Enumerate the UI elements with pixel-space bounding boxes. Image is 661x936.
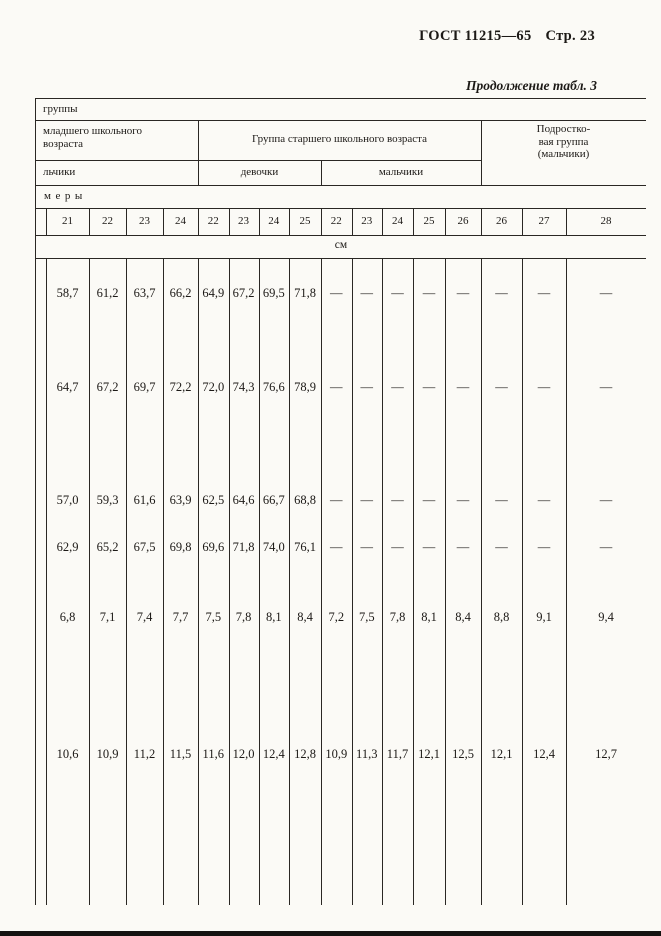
table-cell: 11,2 xyxy=(133,747,156,761)
table-cell: — xyxy=(495,286,508,300)
table-cell: 12,0 xyxy=(232,747,255,761)
table-cell: 12,1 xyxy=(490,747,513,761)
table-cell: 11,3 xyxy=(356,747,378,761)
table-rule xyxy=(198,208,199,235)
group-header-junior xyxy=(43,125,142,151)
table-cell: 67,2 xyxy=(96,380,119,394)
size-header-cell: 22 xyxy=(207,215,219,227)
table-rule xyxy=(382,258,383,905)
sex-header-girls: девочки xyxy=(240,166,279,178)
table-rule xyxy=(36,235,646,236)
size-header-cell: 24 xyxy=(175,215,186,227)
table-cell: 7,4 xyxy=(136,610,153,624)
table-cell: — xyxy=(330,286,343,300)
table-cell: 78,9 xyxy=(294,380,316,394)
table-cell: 65,2 xyxy=(96,540,119,554)
table-rule xyxy=(163,208,164,235)
table-cell: 7,1 xyxy=(99,610,116,624)
table-cell: 7,7 xyxy=(172,610,189,624)
table-cell: 64,7 xyxy=(56,380,79,394)
table-cell: — xyxy=(599,380,613,394)
table-cell: — xyxy=(360,493,373,507)
table-cell: — xyxy=(391,540,404,554)
table-rule xyxy=(522,258,523,905)
table-rule xyxy=(126,208,127,235)
table-rule xyxy=(481,208,482,235)
table-rule xyxy=(126,258,127,905)
table-cell: — xyxy=(599,493,613,507)
table-rule xyxy=(321,258,322,905)
table-cell: — xyxy=(456,540,470,554)
table-rule xyxy=(445,208,446,235)
table-cell: — xyxy=(537,380,551,394)
group-header-line: младшего школьного xyxy=(43,125,143,137)
table-cell: 63,7 xyxy=(133,286,156,300)
table-cell: 10,6 xyxy=(56,747,79,761)
table-row xyxy=(46,491,646,509)
table-cell: 7,5 xyxy=(358,610,375,624)
table-rule xyxy=(259,208,260,235)
table-cell: — xyxy=(360,286,373,300)
table-rule xyxy=(46,208,47,235)
table-rule xyxy=(382,208,383,235)
table-cell: — xyxy=(422,286,436,300)
size-header-cell: 24 xyxy=(268,215,280,227)
table-rule xyxy=(46,258,47,905)
table-cell: 7,8 xyxy=(235,610,252,624)
table-cell: 8,4 xyxy=(297,610,313,624)
table-rule xyxy=(289,208,290,235)
table-cell: 71,8 xyxy=(294,286,316,300)
table-cell: — xyxy=(456,286,470,300)
table-body xyxy=(36,258,646,905)
table-rule xyxy=(413,208,414,235)
table-cell: 7,5 xyxy=(205,610,222,624)
table-cell: — xyxy=(599,286,613,300)
table-cell: 63,9 xyxy=(169,493,192,507)
table-cell: — xyxy=(456,493,470,507)
table-rule xyxy=(321,208,322,235)
table-cell: 10,9 xyxy=(325,747,348,761)
table-cell: 58,7 xyxy=(56,286,79,300)
table-cell: 8,4 xyxy=(455,610,471,624)
table-rule xyxy=(566,258,567,905)
table-cell: 72,0 xyxy=(202,380,225,394)
table-cell: — xyxy=(422,380,436,394)
table-cell: 67,5 xyxy=(133,540,156,554)
size-header-cell: 26 xyxy=(496,215,507,227)
table-cell: — xyxy=(330,493,343,507)
table-cell: — xyxy=(330,380,343,394)
table-cell: 72,2 xyxy=(169,380,192,394)
table-cell: 61,2 xyxy=(96,286,119,300)
table-rule xyxy=(352,208,353,235)
size-header-cell: 23 xyxy=(139,215,150,227)
table-row xyxy=(46,538,646,556)
doc-number: ГОСТ 11215—65 xyxy=(419,28,532,44)
stub-cell xyxy=(36,208,46,235)
table-cell: 11,5 xyxy=(169,747,192,761)
table-cell: — xyxy=(495,493,508,507)
group-header-line: вая группа xyxy=(538,135,589,148)
table-cell: 12,5 xyxy=(452,747,474,761)
scan-edge-shadow xyxy=(0,931,661,936)
table-cell: 76,1 xyxy=(294,540,316,554)
table-rule xyxy=(445,258,446,905)
table-cell: 69,6 xyxy=(202,540,225,554)
table-rule xyxy=(36,160,481,161)
table-cell: 12,4 xyxy=(262,747,285,761)
table-rule xyxy=(352,258,353,905)
size-header-cell: 21 xyxy=(62,215,73,227)
table-cell: — xyxy=(599,540,613,554)
table-cell: 62,5 xyxy=(202,493,225,507)
table-cell: — xyxy=(391,380,404,394)
size-header-row xyxy=(36,208,646,235)
table-cell: 71,8 xyxy=(232,540,255,554)
table-rule xyxy=(229,208,230,235)
corner-header-groups: группы xyxy=(43,103,78,115)
table-cell: 11,7 xyxy=(386,747,409,761)
table-cell: — xyxy=(391,493,404,507)
table-rule xyxy=(229,258,230,905)
table-cell: 57,0 xyxy=(56,493,79,507)
table-cell: 6,8 xyxy=(59,610,76,624)
table-cell: — xyxy=(456,380,470,394)
size-header-cell: 28 xyxy=(600,215,612,227)
table-rule xyxy=(36,185,646,186)
size-header-cell: 23 xyxy=(238,215,249,227)
table-rule xyxy=(198,258,199,905)
group-header-line: Подростко- xyxy=(536,123,591,135)
sex-header-junior-boys: льчики xyxy=(43,166,76,178)
size-header-cell: 25 xyxy=(423,215,435,227)
table-cell: 74,0 xyxy=(262,540,285,554)
table-cell: 7,2 xyxy=(328,610,345,624)
table-cell: 59,3 xyxy=(96,493,119,507)
page-number: Стр. 23 xyxy=(545,28,595,44)
size-header-cell: 22 xyxy=(330,215,342,227)
table-rule xyxy=(163,258,164,905)
table-cell: — xyxy=(360,540,373,554)
table-cell: 66,2 xyxy=(169,286,192,300)
table-cell: 10,9 xyxy=(96,747,119,761)
table-rule xyxy=(413,258,414,905)
size-header-cell: 26 xyxy=(457,215,469,227)
table-row xyxy=(46,378,646,396)
table-rule xyxy=(89,208,90,235)
table-cell: 12,7 xyxy=(595,747,617,761)
unit-label: см xyxy=(334,239,348,251)
table-cell: — xyxy=(537,493,551,507)
table-cell: 62,9 xyxy=(56,540,79,554)
table-row xyxy=(46,608,646,626)
table-rule xyxy=(36,98,646,99)
size-header-cell: 22 xyxy=(102,215,113,227)
table-cell: 74,3 xyxy=(232,380,255,394)
size-header-cell: 23 xyxy=(361,215,373,227)
table-cell: 7,8 xyxy=(389,610,406,624)
table-cell: 64,6 xyxy=(232,493,255,507)
table-cell: 67,2 xyxy=(232,286,255,300)
table-rule xyxy=(36,120,646,121)
table-cell: — xyxy=(422,540,436,554)
size-header-cell: 25 xyxy=(299,215,311,227)
continuation-caption: Продолжение табл. 3 xyxy=(466,78,597,93)
table-cell: 69,7 xyxy=(133,380,156,394)
table-cell: 69,5 xyxy=(262,286,285,300)
table-cell: 66,7 xyxy=(262,493,285,507)
measurements-table xyxy=(35,98,646,905)
page-header xyxy=(419,28,595,45)
table-cell: — xyxy=(422,493,436,507)
table-cell: 61,6 xyxy=(133,493,156,507)
table-cell: 11,6 xyxy=(202,747,224,761)
sex-header-boys: мальчики xyxy=(378,166,424,178)
table-row xyxy=(46,745,646,763)
table-cell: 9,4 xyxy=(598,610,614,624)
group-header-senior: Группа старшего школьного возраста xyxy=(251,133,428,145)
table-cell: — xyxy=(391,286,404,300)
table-cell: 76,6 xyxy=(262,380,285,394)
table-cell: — xyxy=(537,540,551,554)
group-header-line: (мальчики) xyxy=(537,148,590,160)
group-header-line: возраста xyxy=(43,138,84,150)
table-rule xyxy=(259,258,260,905)
table-cell: — xyxy=(537,286,551,300)
measures-row-label: меры xyxy=(44,190,87,202)
table-rule xyxy=(566,208,567,235)
table-cell: 9,1 xyxy=(536,610,552,624)
table-cell: 69,8 xyxy=(169,540,192,554)
table-cell: 12,4 xyxy=(533,747,555,761)
table-rule xyxy=(89,258,90,905)
table-cell: — xyxy=(360,380,373,394)
size-header-cell: 27 xyxy=(538,215,550,227)
table-rule xyxy=(289,258,290,905)
table-cell: 68,8 xyxy=(294,493,316,507)
table-rule xyxy=(481,258,482,905)
table-cell: 12,8 xyxy=(294,747,316,761)
table-cell: 8,1 xyxy=(421,610,437,624)
table-cell: 8,8 xyxy=(493,610,510,624)
table-row xyxy=(46,284,646,302)
table-cell: — xyxy=(495,540,508,554)
table-cell: 8,1 xyxy=(265,610,282,624)
table-cell: 12,1 xyxy=(418,747,440,761)
group-header-teen xyxy=(481,123,646,161)
table-cell: — xyxy=(495,380,508,394)
table-cell: 64,9 xyxy=(202,286,225,300)
size-header-cell: 24 xyxy=(392,215,403,227)
table-cell: — xyxy=(330,540,343,554)
table-rule xyxy=(522,208,523,235)
